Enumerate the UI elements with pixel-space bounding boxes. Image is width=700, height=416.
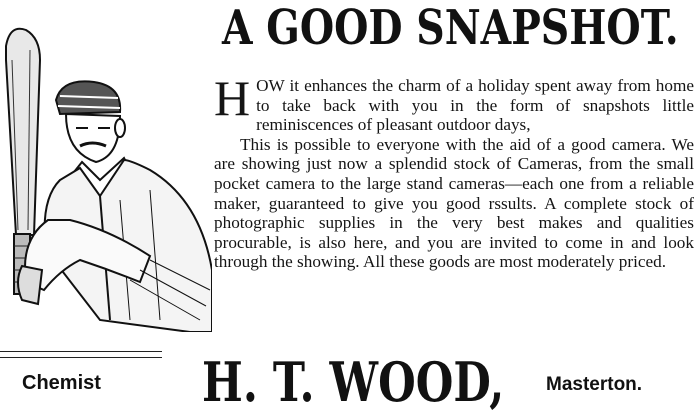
- cricketer-illustration: [0, 20, 212, 332]
- divider-rule-top: [0, 351, 162, 352]
- paragraph-1: [214, 70, 694, 135]
- footer-business-name: H. T. WOOD,: [202, 350, 505, 414]
- dropcap-letter: H: [214, 70, 251, 126]
- headline: A GOOD SNAPSHOT.: [222, 0, 679, 56]
- paragraph-2: This is possible to everyone with the aid of a good camera. We are showing just now a splendid stock of Cameras, from the small pocket camera to the large stand cameras—each one from a reliable maker, guaranteed to give you good rssults. A complete stock of photographic supplies in the very best makes and qualities procurable, is also here, and you are invited to come in and look through the showing. All these goods are most moderately priced.: [214, 134, 694, 272]
- footer-chemist-label: Chemist: [22, 372, 101, 394]
- paragraph-1-text: OW it enhances the charm of a holiday spent away from home to take back with you in the form of snapshots little reminiscences of pleasant outdoor days,: [256, 76, 694, 135]
- footer-town-label: Masterton.: [546, 374, 643, 395]
- cricketer-figure: [18, 81, 212, 332]
- advert-body: [214, 70, 694, 272]
- divider-rule-bottom: [0, 357, 162, 358]
